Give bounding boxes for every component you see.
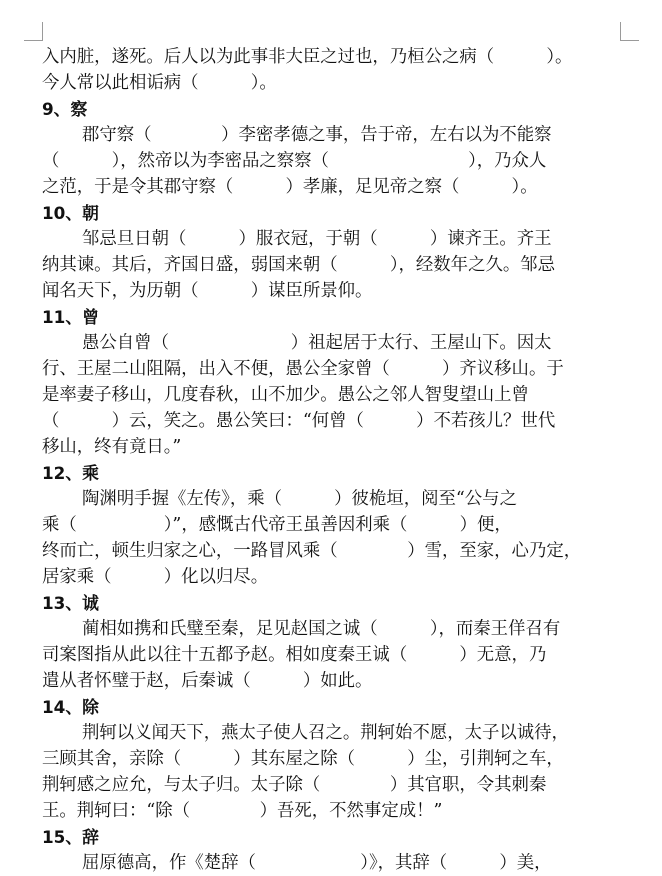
text-line: 纳其谏。其后，齐国日盛，弱国来朝（ ），经数年之久。邹忌	[42, 255, 556, 275]
text-line: （ ），然帝以为李密品之察察（ ），乃众人	[42, 151, 547, 171]
page-corner-mark-right	[620, 22, 639, 41]
text-line: 遣从者怀璧于赵，后秦诚（ ）如此。	[42, 671, 373, 691]
text-line: （ ）云，笑之。愚公笑曰：“何曾（ ）不若孩儿？世代	[42, 411, 556, 431]
document-body	[42, 44, 622, 876]
text-line: 闻名天下，为历朝（ ）谋臣所景仰。	[42, 281, 373, 301]
text-line: 司案图指从此以往十五都予赵。相如度秦王诚（ ）无意，乃	[42, 645, 547, 665]
text-line: 邹忌旦日朝（ ）服衣冠，于朝（ ）谏齐王。齐王	[82, 229, 552, 249]
text-line: 之范，于是令其郡守察（ ）孝廉，足见帝之察（ ）。	[42, 177, 538, 197]
text-line: 屈原德高，作《楚辞（ ）》，其辞（ ）美，	[82, 853, 552, 873]
text-line: 蔺相如携和氏璧至秦，足见赵国之诚（ ），而秦王佯召有	[82, 619, 561, 639]
text-line: 三顾其舍，亲除（ ）其东屋之除（ ）尘，引荆轲之车，	[42, 749, 564, 769]
text-line: 王。荆轲曰：“除（ ）吾死，不然事定成！”	[42, 801, 443, 821]
text-line: 入内脏，遂死。后人以为此事非大臣之过也，乃桓公之病（ ）。	[42, 47, 573, 67]
text-line: 移山，终有竟日。”	[42, 437, 182, 457]
section-heading: 11、曾	[42, 307, 99, 327]
section-heading: 13、诚	[42, 593, 99, 613]
text-line: 是率妻子移山，几度春秋，山不加少。愚公之邻人智叟望山上曾	[42, 385, 529, 405]
section-heading: 15、辞	[42, 827, 99, 847]
text-line: 陶渊明手握《左传》，乘（ ）彼桅垣，阅至“公与之	[82, 489, 517, 509]
text-line: 愚公自曾（ ）祖起居于太行、王屋山下。因太	[82, 333, 552, 353]
text-line: 终而亡，顿生归家之心，一路冒风乘（ ）雪，至家，心乃定，	[42, 541, 582, 561]
text-line: 荆轲感之应允，与太子归。太子除（ ）其官职，令其刺秦	[42, 775, 547, 795]
section-heading: 14、除	[42, 697, 99, 717]
text-line: 乘（ ）”，感慨古代帝王虽善因利乘（ ）便，	[42, 515, 512, 535]
page-corner-mark-left	[24, 22, 43, 41]
section-heading: 9、察	[42, 99, 88, 119]
text-line: 郡守察（ ）李密孝德之事，告于帝，左右以为不能察	[82, 125, 552, 145]
text-line: 今人常以此相诟病（ ）。	[42, 73, 277, 93]
section-heading: 10、朝	[42, 203, 99, 223]
text-line: 行、王屋二山阻隔，出入不便，愚公全家曾（ ）齐议移山。于	[42, 359, 564, 379]
text-line: 居家乘（ ）化以归尽。	[42, 567, 269, 587]
section-heading: 12、乘	[42, 463, 99, 483]
text-line: 荆轲以义闻天下，燕太子使人召之。荆轲始不愿，太子以诚待，	[82, 723, 569, 743]
